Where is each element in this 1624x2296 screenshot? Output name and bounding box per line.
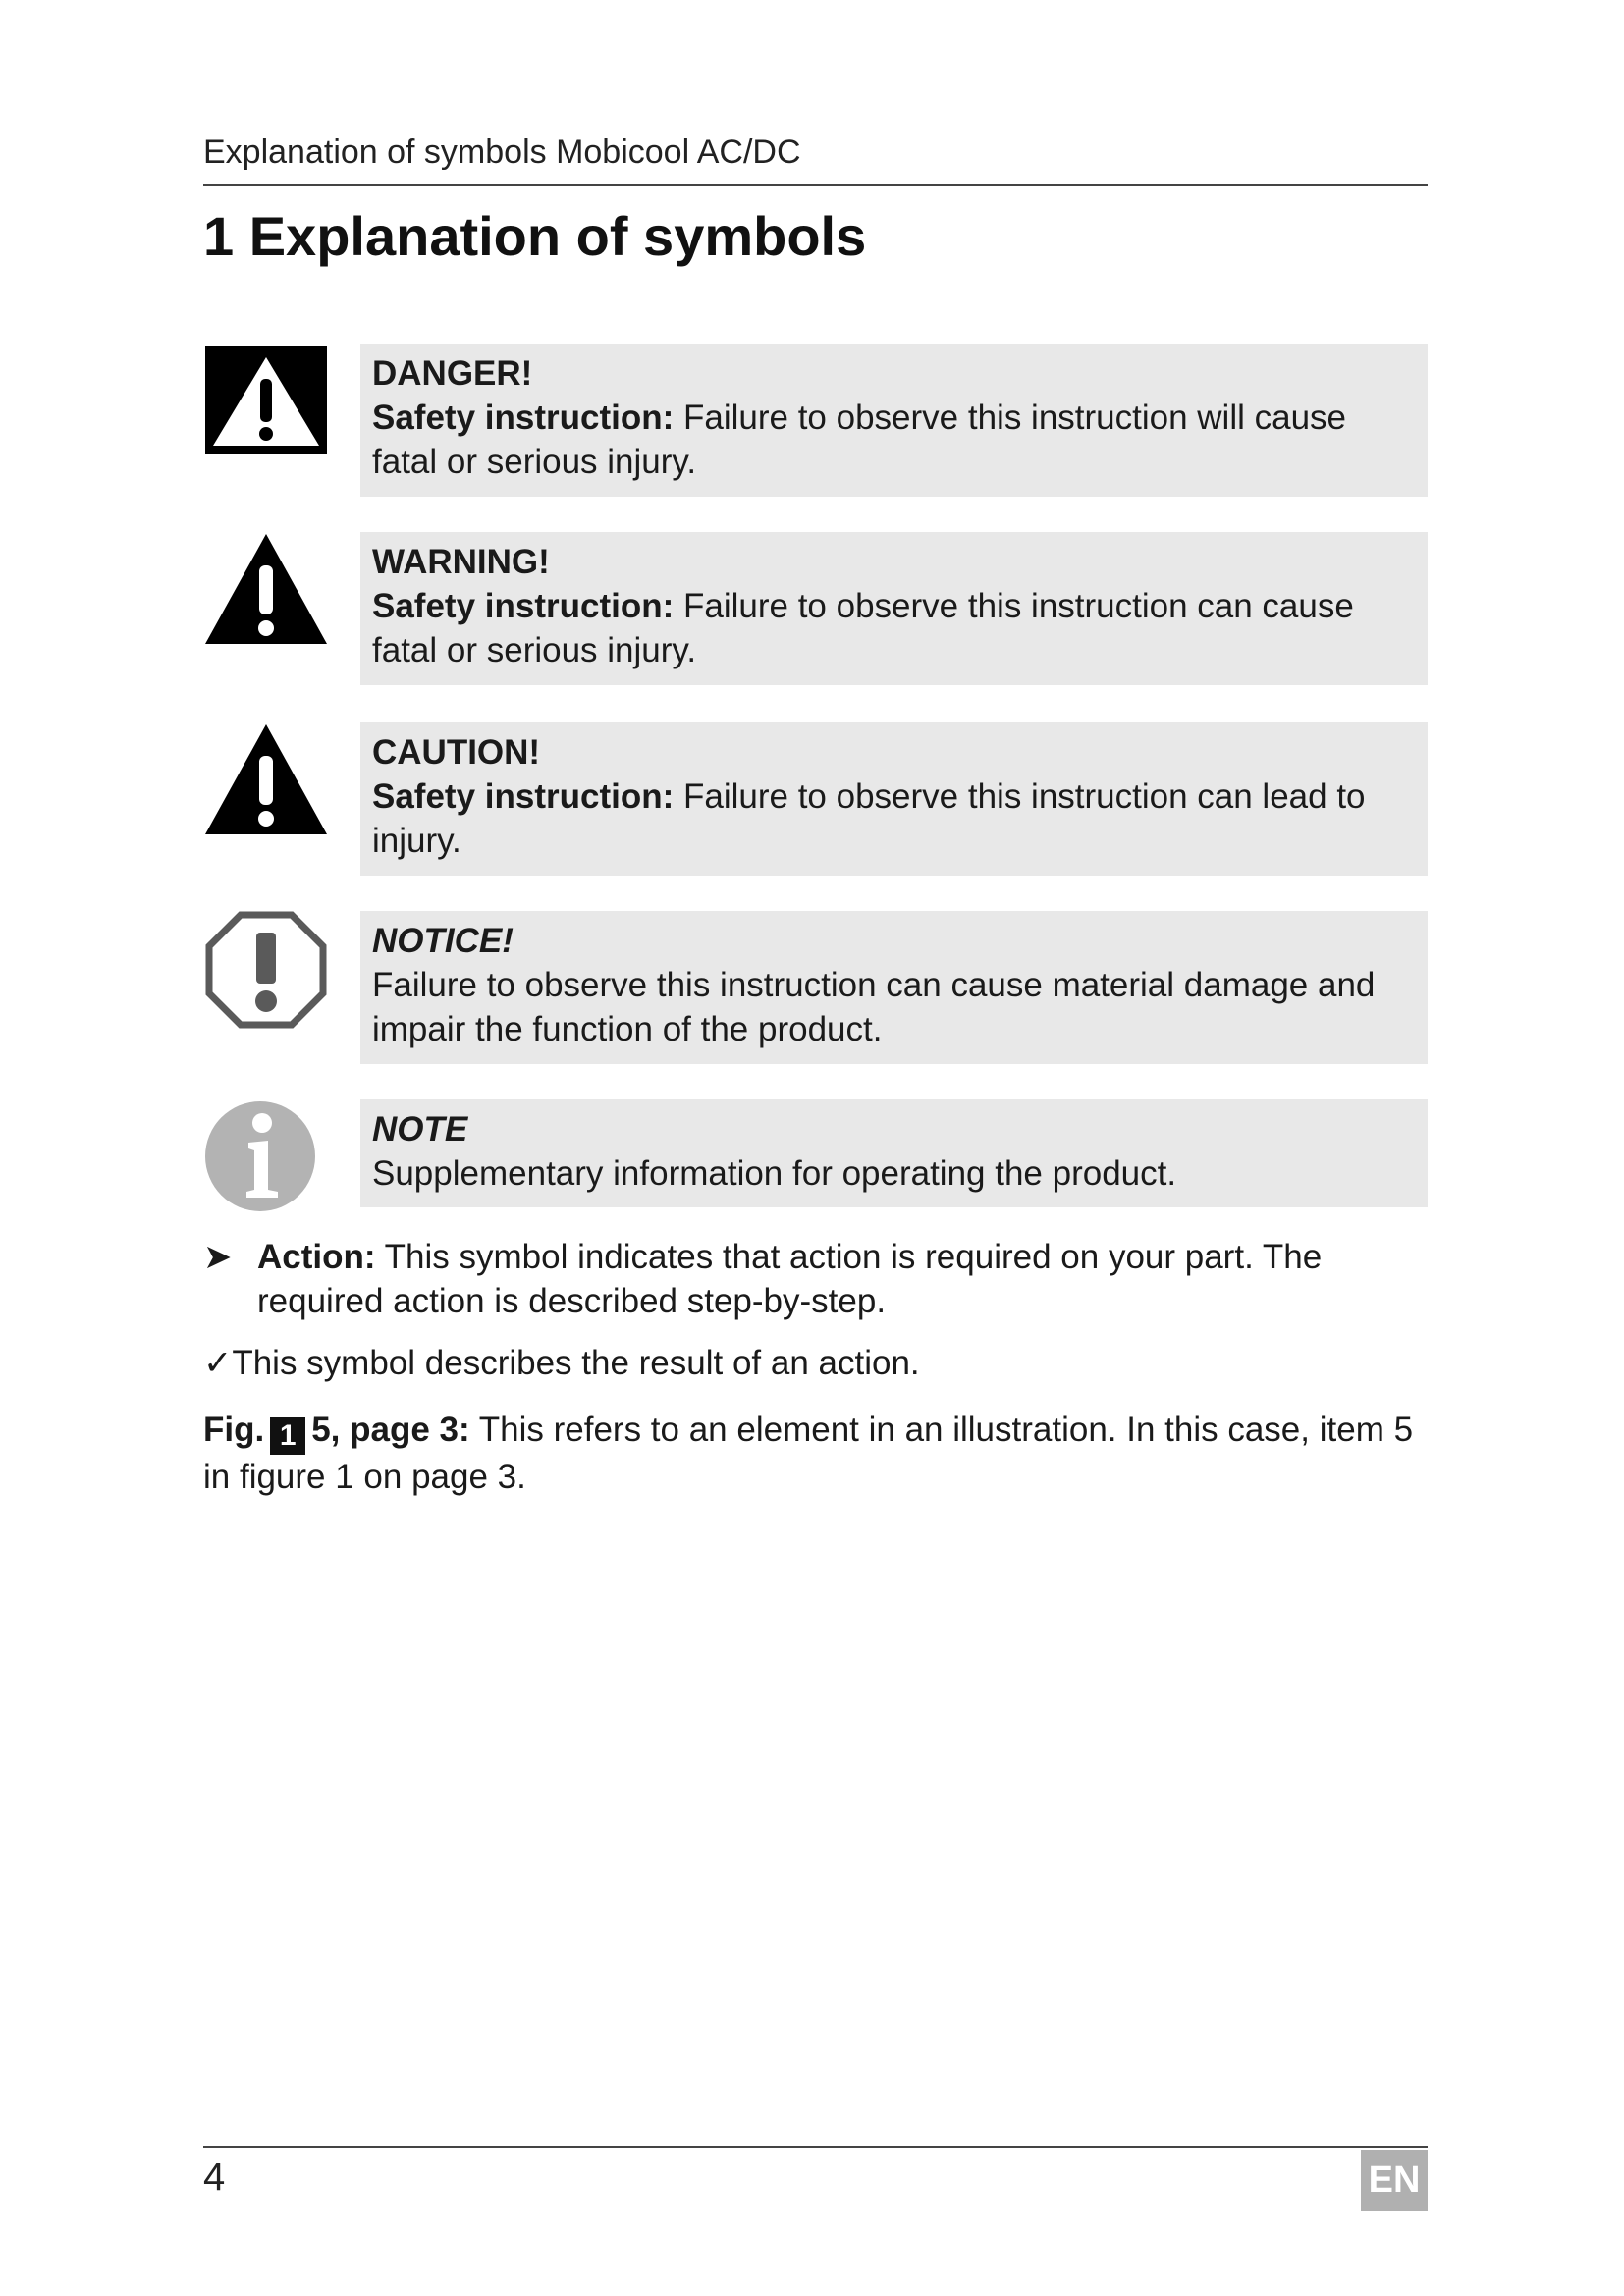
fig-description: This refers to an element in an illustration. In this case, item 5 in figure 1 on page 3. <box>203 1411 1414 1496</box>
notice-title: NOTICE! <box>372 922 514 960</box>
caution-triangle-icon <box>203 722 329 840</box>
warning-triangle-icon <box>203 532 329 650</box>
danger-box <box>360 344 1428 497</box>
result-description: This symbol describes the result of an action. <box>232 1344 920 1382</box>
language-badge: EN <box>1361 2150 1428 2211</box>
notice-text: Failure to observe this instruction can cause material damage and impair the function of the product. <box>372 966 1376 1048</box>
warning-box <box>360 532 1428 685</box>
danger-text: Failure to observe this instruction will cause fatal or serious injury. <box>372 399 1347 481</box>
figure-number-badge: 1 <box>270 1417 305 1455</box>
action-label: Action: <box>257 1238 376 1276</box>
header-divider <box>203 184 1428 186</box>
result-paragraph <box>203 1341 1428 1385</box>
note-title: NOTE <box>372 1110 468 1148</box>
action-paragraph <box>203 1235 1428 1323</box>
info-circle-icon <box>203 1099 329 1217</box>
warning-text: Failure to observe this instruction can cause fatal or serious injury. <box>372 587 1354 669</box>
action-arrow-icon: ➤ <box>203 1238 233 1276</box>
note-box <box>360 1099 1428 1207</box>
manual-page <box>203 0 1428 2296</box>
figure-reference-paragraph <box>203 1408 1428 1499</box>
danger-triangle-in-box-icon <box>203 344 329 461</box>
warning-lead: Safety instruction: <box>372 587 675 625</box>
checkmark-icon: ✓ <box>203 1344 233 1382</box>
footer-divider <box>203 2146 1428 2148</box>
caution-title: CAUTION! <box>372 733 541 772</box>
action-text-block <box>203 1235 1428 1323</box>
running-header: Explanation of symbols Mobicool AC/DC <box>203 133 801 171</box>
caution-lead: Safety instruction: <box>372 777 675 816</box>
fig-label: Fig. <box>203 1411 265 1449</box>
danger-title: DANGER! <box>372 354 533 393</box>
warning-title: WARNING! <box>372 543 550 581</box>
danger-lead: Safety instruction: <box>372 399 675 437</box>
page-title: 1 Explanation of symbols <box>203 205 867 267</box>
fig-item-label: 5, page 3: <box>311 1411 470 1449</box>
note-text: Supplementary information for operating the product. <box>372 1154 1177 1193</box>
caution-text: Failure to observe this instruction can lead to injury. <box>372 777 1366 860</box>
action-description: This symbol indicates that action is required on your part. The required action is described step-by-step. <box>257 1238 1323 1320</box>
notice-octagon-icon <box>203 911 329 1029</box>
caution-box <box>360 722 1428 876</box>
page-number: 4 <box>203 2156 226 2199</box>
notice-box <box>360 911 1428 1064</box>
